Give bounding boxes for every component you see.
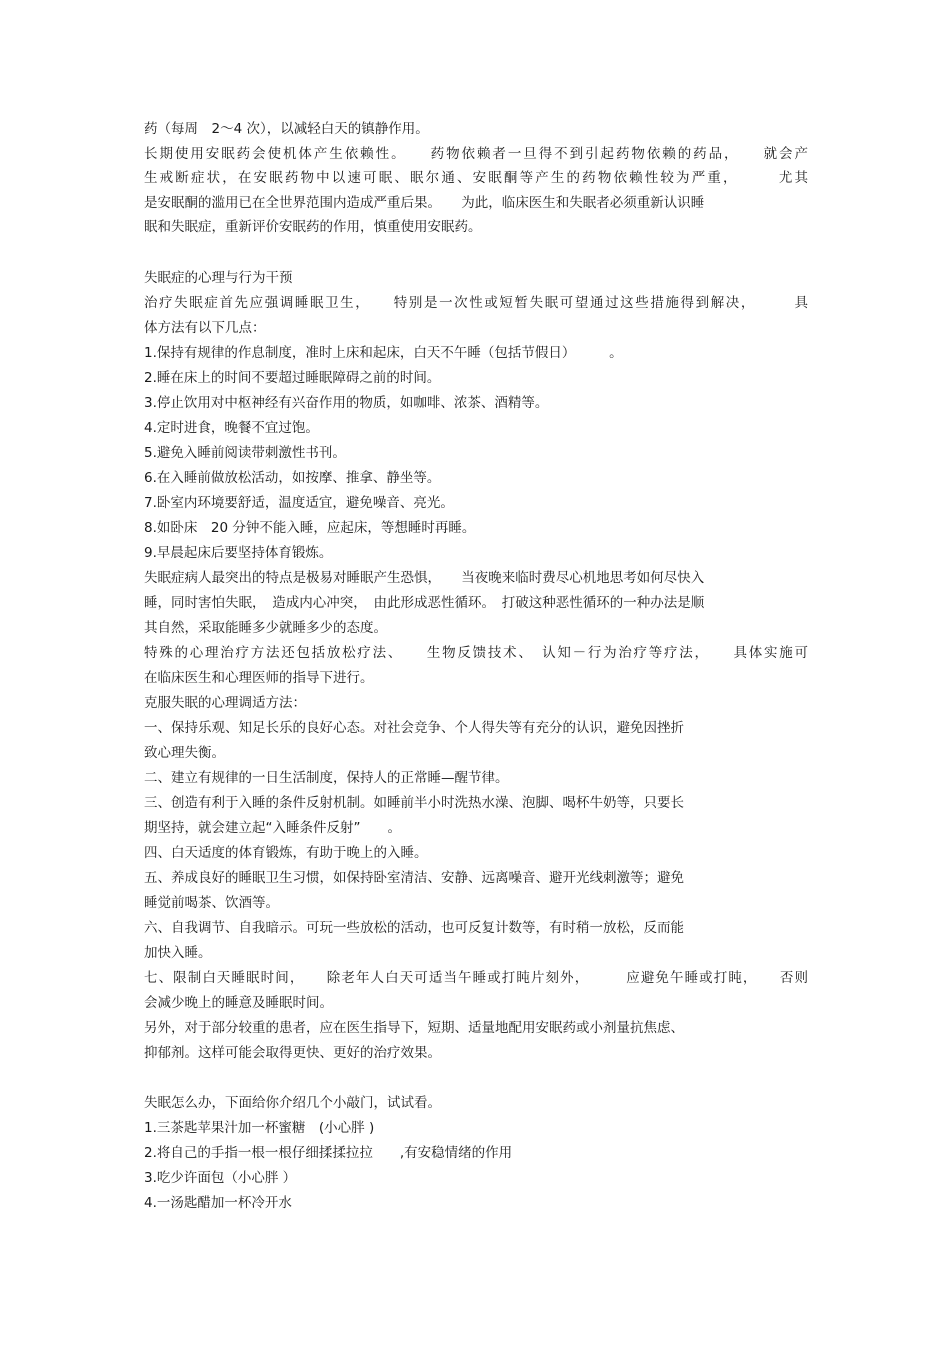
list-item: 4.定时进食，晚餐不宜过饱。 [144, 420, 319, 436]
list-item: 1.保持有规律的作息制度，准时上床和起床，白天不午睡（包括节假日） 。 [144, 345, 623, 361]
text-line: 眠和失眠症，重新评价安眠药的作用，慎重使用安眠药。 [144, 219, 482, 235]
text-line: 睡觉前喝茶、饮酒等。 [144, 895, 279, 911]
list-item: 8.如卧床 20 分钟不能入睡，应起床，等想睡时再睡。 [144, 520, 476, 536]
list-item: 2.睡在床上的时间不要超过睡眠障碍之前的时间。 [144, 370, 441, 386]
list-item: 四、白天适度的体育锻炼，有助于晚上的入睡。 [144, 845, 428, 861]
text-line: 其自然，采取能睡多少就睡多少的态度。 [144, 620, 387, 636]
text-line: 期坚持，就会建立起“入睡条件反射” 。 [144, 820, 401, 836]
list-item: 5.避免入睡前阅读带刺激性书刊。 [144, 445, 346, 461]
text-line: 体方法有以下几点： [144, 320, 266, 336]
section-heading: 克服失眠的心理调适方法： [144, 695, 306, 711]
list-item: 1.三茶匙苹果汁加一杯蜜糖 (小心胖 ) [144, 1120, 375, 1136]
text-line: 会减少晚上的睡意及睡眠时间。 [144, 995, 333, 1011]
section-heading: 失眠怎么办，下面给你介绍几个小敲门，试试看。 [144, 1095, 441, 1111]
text-line: 另外，对于部分较重的患者，应在医生指导下，短期、适量地配用安眠药或小剂量抗焦虑、 [144, 1020, 684, 1036]
list-item: 二、建立有规律的一日生活制度，保持人的正常睡—醒节律。 [144, 770, 509, 786]
text-line: 特殊的心理治疗方法还包括放松疗法、 生物反馈技术、 认知－行为治疗等疗法， 具体实施可 [144, 645, 808, 661]
list-item: 6.在入睡前做放松活动，如按摩、推拿、静坐等。 [144, 470, 441, 486]
text-line: 抑郁剂。这样可能会取得更快、更好的治疗效果。 [144, 1045, 441, 1061]
text-line: 在临床医生和心理医师的指导下进行。 [144, 670, 374, 686]
list-item: 3.吃少许面包（小心胖 ） [144, 1170, 297, 1186]
text-line: 致心理失衡。 [144, 745, 225, 761]
text-line: 失眠症病人最突出的特点是极易对睡眠产生恐惧， 当夜晚来临时费尽心机地思考如何尽快入 [144, 570, 705, 586]
text-line: 药（每周 2～4 次），以减轻白天的镇静作用。 [144, 121, 429, 137]
text-line: 治疗失眠症首先应强调睡眠卫生， 特别是一次性或短暂失眠可望通过这些措施得到解决， 具 [144, 295, 808, 311]
text-line: 生戒断症状，在安眠药物中以速可眠、眠尔通、安眠酮等产生的药物依赖性较为严重， 尤其 [144, 170, 808, 186]
list-item: 六、自我调节、自我暗示。可玩一些放松的活动，也可反复计数等，有时稍一放松，反而能 [144, 920, 684, 936]
section-heading: 失眠症的心理与行为干预 [144, 270, 293, 286]
list-item: 三、创造有利于入睡的条件反射机制。如睡前半小时洗热水澡、泡脚、喝杯牛奶等，只要长 [144, 795, 684, 811]
text-line: 睡，同时害怕失眠， 造成内心冲突， 由此形成恶性循环。 打破这种恶性循环的一种办法是顺 [144, 595, 705, 611]
list-item: 七、限制白天睡眠时间， 除老年人白天可适当午睡或打盹片刻外， 应避免午睡或打盹， 否则 [144, 970, 808, 986]
list-item: 7.卧室内环境要舒适，温度适宜，避免噪音、亮光。 [144, 495, 454, 511]
list-item: 3.停止饮用对中枢神经有兴奋作用的物质，如咖啡、浓茶、酒精等。 [144, 395, 549, 411]
list-item: 一、保持乐观、知足长乐的良好心态。对社会竞争、个人得失等有充分的认识，避免因挫折 [144, 720, 684, 736]
text-line: 加快入睡。 [144, 945, 212, 961]
text-line: 长期使用安眠药会使机体产生依赖性。 药物依赖者一旦得不到引起药物依赖的药品， 就会产 [144, 146, 808, 162]
list-item: 9.早晨起床后要坚持体育锻炼。 [144, 545, 333, 561]
list-item: 五、养成良好的睡眠卫生习惯，如保持卧室清洁、安静、远离噪音、避开光线刺激等；避免 [144, 870, 684, 886]
text-line: 是安眠酮的滥用已在全世界范围内造成严重后果。 为此，临床医生和失眠者必须重新认识睡 [144, 195, 705, 211]
list-item: 2.将自己的手指一根一根仔细揉揉拉拉 ,有安稳情绪的作用 [144, 1145, 513, 1161]
list-item: 4.一汤匙醋加一杯冷开水 [144, 1195, 292, 1211]
